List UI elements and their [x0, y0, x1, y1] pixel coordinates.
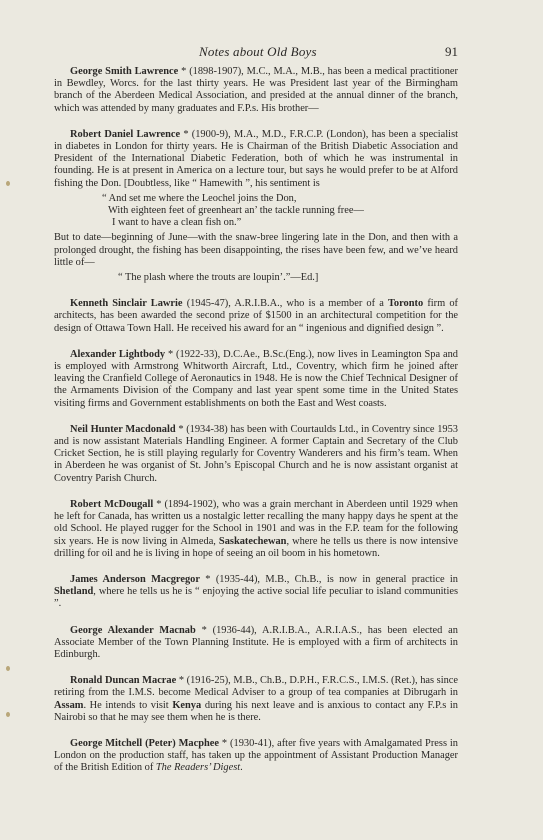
entry-ronald-duncan-macrae — [54, 675, 458, 724]
entry-continuation: But to date—beginning of June—with the snaw-bree lingering late in the Don, and then with a prolonged drought, the fishing has been disappointing, the rises have been few, and we’ve heard little of— — [54, 232, 458, 268]
entry-text: * (1934-38) has been with Courtaulds Ltd., in Coventry since 1953 and is now assistant Materials Handling Engineer. A former Captain and Secretary of the Club Cricket Section, he is still playing regularly for Coventry Wanderers and his firm’s team. When in Aberdeen he was organist of St. John’s Episcopal Church and he is now assistant organist at Coventry Parish Church. — [54, 423, 459, 484]
entry-text: * (1936-44), A.R.I.B.A., A.R.I.A.S., has been elected an Associate Member of the Town Planning Institute. He is employed with a firm of architects in Edinburgh. — [54, 624, 458, 660]
place-name: Toronto — [387, 298, 424, 310]
entry-george-smith-lawrence — [54, 66, 458, 115]
entry-name: James Anderson Macgregor — [70, 573, 200, 585]
entry-text: during his next leave and is anxious to contact any F.P.s in Nairobi so that he may see them when he is there. — [54, 699, 459, 723]
place-name: Assam — [54, 699, 84, 711]
entry-text: * (1898-1907), M.C., M.A., M.B., has been a medical practitioner in Bewdley, Worcs. for the last thirty years. He was President last year of the Birmingham branch of the Aberdeen Medical Association, and presided at the annual dinner of the branch, which was attended by many graduates and F.P.s. His brother— — [54, 66, 459, 114]
entry-text: (1945-47), A.R.I.B.A., who is a member of a — [182, 298, 388, 310]
entry-name: George Mitchell (Peter) Macphee — [70, 737, 219, 749]
entry-text: firm of architects, has been awarded the second prize of $1500 in an architectural competition for the design of Ottawa Town Hall. He received his award for an “ ingenious and dignified design ”. — [54, 298, 458, 334]
margin-mark — [6, 666, 10, 671]
entry-text: , where he tells us there is now intensive drilling for oil and he is living in hope of seeing an oil boom in his hometown. — [54, 535, 458, 559]
entry-text: * (1935-44), M.B., Ch.B., is now in general practice in — [199, 573, 458, 585]
entry-text: * (1930-41), after five years with Amalgamated Press in London on the production staff, has taken up the appointment of Assistant Production Manager of the British Edition of — [54, 737, 458, 774]
entry-text: . He intends to visit — [83, 699, 173, 711]
place-name: Saskatechewan — [218, 535, 287, 547]
page-number: 91 — [445, 44, 458, 59]
entry-george-mitchell-macphee — [54, 738, 458, 775]
entry-text: * (1916-25), M.B., Ch.B., D.P.H., F.R.C.S., I.M.S. (Ret.), has since retiring from the I.M.S. become Medical Adviser to a group of tea companies at Dibrugarh in — [54, 675, 459, 699]
verse-line: With eighteen feet of greenheart an’ the tackle running free— — [108, 205, 364, 217]
page-body — [54, 66, 458, 789]
entry-robert-mcdougall — [54, 499, 458, 560]
entry-neil-hunter-macdonald — [54, 424, 458, 485]
verse-line: “ And set me where the Leochel joins the Don, — [102, 192, 297, 204]
running-head: Notes about Old Boys — [199, 44, 317, 59]
entry-text: * (1900-9), M.A., M.D., F.R.C.P. (London), has been a specialist in diabetes in London for thirty years. He is Chairman of the British Diabetic Association and President of the International Diabetic Federation, both of which he was instrumental in founding. He is at present in America on a lecture tour, but says he would prefer to be at Alford fishing the Don. [Doubtless, like “ Hamewith ”, his sentiment is — [54, 128, 458, 189]
publication-title: The Readers’ Digest — [155, 762, 241, 774]
place-name: Shetland — [54, 586, 94, 598]
entry-james-anderson-macgregor — [54, 574, 458, 611]
place-name: Kenya — [172, 699, 202, 711]
entry-name: Neil Hunter Macdonald — [70, 423, 176, 435]
entry-kenneth-sinclair-lawrie — [54, 298, 458, 335]
entry-george-alexander-macnab — [54, 625, 458, 662]
entry-name: George Alexander Macnab — [70, 624, 196, 636]
entry-name: George Smith Lawrence — [70, 66, 179, 77]
page-header — [54, 44, 458, 64]
entry-text: , where he tells us he is “ enjoying the active social life peculiar to island communities ”. — [54, 586, 458, 610]
entry-name: Alexander Lightbody — [70, 348, 166, 360]
verse-line: “ The plash where the trouts are loupin’.”—Ed.] — [118, 272, 319, 284]
entry-robert-daniel-lawrence — [54, 129, 458, 284]
entry-name: Ronald Duncan Macrae — [70, 675, 177, 687]
verse-line: I want to have a clean fish on.” — [112, 217, 242, 229]
entry-alexander-lightbody — [54, 349, 458, 410]
margin-mark — [6, 181, 10, 186]
entry-text: * (1922-33), D.C.Ae., B.Sc.(Eng.), now lives in Leamington Spa and is employed with Armstrong Whitworth Aircraft, Ltd., Coventry, which firm he joined after leaving the Cranfield College of Aeronautics in 1948. He is now the Chief Technical Designer of the Armaments Division of the Company and last year spent some time in the United States visiting firms and Government establishments on both the East and West coasts. — [54, 348, 458, 409]
entry-text: . — [240, 762, 243, 774]
verse-quote — [54, 193, 458, 230]
entry-text: * (1894-1902), who was a grain merchant in Aberdeen until 1929 when he left for Canada, has written us a nostalgic letter recalling the many happy days he spent at the old School. He played rugger for the School in 1901 and was in the F.P. team for the following six years. He is now living in Almeda, — [54, 498, 458, 547]
entry-name: Robert McDougall — [70, 498, 154, 510]
entry-name: Kenneth Sinclair Lawrie — [70, 298, 183, 310]
margin-mark — [6, 712, 10, 717]
entry-name: Robert Daniel Lawrence — [70, 128, 181, 140]
